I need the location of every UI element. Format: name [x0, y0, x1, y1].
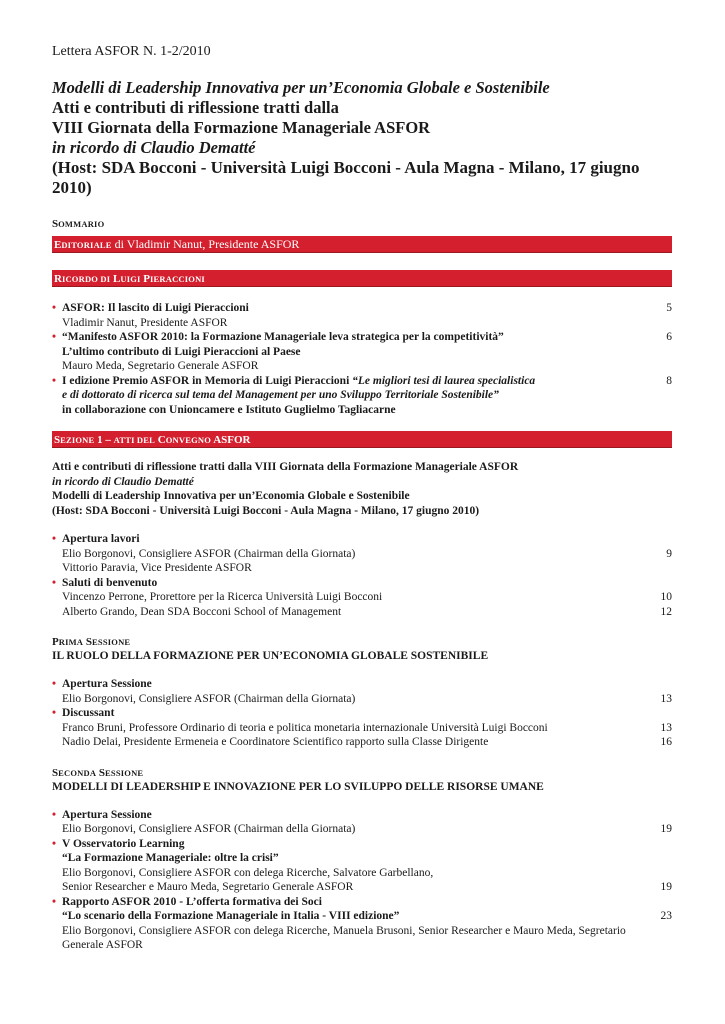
sezione-1-bar: SEZIONE 1 – ATTI DEL CONVEGNO ASFOR [52, 431, 672, 448]
bullet-icon: • [52, 707, 57, 719]
bullet-icon: • [52, 837, 57, 850]
session-label: SECONDA SESSIONE [52, 766, 144, 779]
list-item: • Rapporto ASFOR 2010 - L’offerta formativa dei Soci “Lo scenario della Formazione Manageriale in Italia - VIII edizione” 23 Elio Borgonovi, Consigliere ASFOR con delega Ricerche, Manuela Brusoni, Senior Researcher e Mauro Meda, Segretario Generale ASFOR [52, 895, 672, 951]
sezione-1-heading: Atti e contributi di riflessione tratti dalla VIII Giornata della Formazione Manageriale ASFOR in ricordo di Claudio Dematté Modelli di Leadership Innovativa per un’Economia Globale e Sostenibile (Host: SDA Bocconi - Università Luigi Bocconi - Aula Magna - Milano, 17 giugno 2010) [52, 461, 519, 517]
bullet-icon: • [52, 678, 57, 690]
page-number: 8 [666, 374, 672, 387]
list-item: • V Osservatorio Learning “La Formazione Manageriale: oltre la crisi” Elio Borgonovi, Consigliere ASFOR con delega Ricerche, Salvatore Garbellano, Senior Researcher e Mauro Meda, Segretario Generale ASFOR 19 [52, 837, 672, 893]
editoriale-bar: EDITORIALE di Vladimir Nanut, Presidente ASFOR [52, 236, 672, 253]
list-item: • I edizione Premio ASFOR in Memoria di Luigi Pieraccioni “Le migliori tesi di laurea specialistica e di dottorato di ricerca sul tema del Management per uno Sviluppo Territoriale Sostenibile” in collaborazione con Unioncamere e Istituto Guglielmo Tagliacarne 8 [52, 374, 672, 416]
list-item: • “Manifesto ASFOR 2010: la Formazione Manageriale leva strategica per la competitività” L’ultimo contributo di Luigi Pieraccioni al Paese Mauro Meda, Segretario Generale ASFOR 6 [52, 331, 672, 372]
title-line-5: (Host: SDA Bocconi - Università Luigi Bocconi - Aula Magna - Milano, 17 giugno 2010) [52, 158, 640, 197]
session-label: PRIMA SESSIONE [52, 636, 131, 648]
title-line-4: in ricordo di Claudio Dematté [52, 138, 256, 157]
title-line-3: VIII Giornata della Formazione Manageriale ASFOR [52, 118, 431, 137]
page-number: 13 [660, 692, 672, 705]
page-number: 19 [660, 823, 672, 835]
bullet-icon: • [52, 895, 57, 908]
title-line-1: Modelli di Leadership Innovativa per un’Economia Globale e Sostenibile [52, 78, 550, 97]
page-number: 19 [660, 881, 672, 893]
issue-line: Lettera ASFOR N. 1-2/2010 [52, 44, 211, 59]
list-item: • Discussant Franco Bruni, Professore Ordinario di teoria e politica monetaria internazionale Università Luigi Bocconi 13 Nadio Delai, Presidente Ermeneia e Coordinatore Scientifico rapporto sulla Classe Dirigente 16 [52, 707, 672, 748]
bullet-icon: • [52, 331, 57, 343]
page-number: 10 [660, 591, 672, 603]
bullet-icon: • [52, 533, 57, 545]
bullet-icon: • [52, 808, 57, 821]
main-title-block [52, 78, 672, 198]
page-number: 23 [660, 910, 672, 922]
session-title: MODELLI DI LEADERSHIP E INNOVAZIONE PER LO SVILUPPO DELLE RISORSE UMANE [52, 780, 544, 793]
page-number: 13 [660, 721, 672, 734]
ricordo-bar: RICORDO DI LUIGI PIERACCIONI [52, 270, 672, 287]
title-line-2: Atti e contributi di riflessione tratti dalla [52, 98, 339, 117]
page-number: 9 [666, 547, 672, 560]
prima-list [52, 677, 672, 750]
page-number: 6 [666, 331, 672, 343]
page-number: 5 [666, 302, 672, 314]
seconda-list [52, 808, 672, 953]
prima-sessione [52, 635, 672, 663]
bullet-icon: • [52, 374, 57, 387]
list-item: • ASFOR: Il lascito di Luigi Pieraccioni Vladimir Nanut, Presidente ASFOR 5 [52, 302, 672, 329]
list-item: • Apertura Sessione Elio Borgonovi, Consigliere ASFOR (Chairman della Giornata) 13 [52, 678, 672, 705]
list-item: • Saluti di benvenuto Vincenzo Perrone, Prorettore per la Ricerca Università Luigi Bocconi 10 Alberto Grando, Dean SDA Bocconi School of Management 12 [52, 576, 672, 618]
session-title: IL RUOLO DELLA FORMAZIONE PER UN’ECONOMIA GLOBALE SOSTENIBILE [52, 650, 489, 662]
list-item: • Apertura Sessione Elio Borgonovi, Consigliere ASFOR (Chairman della Giornata) 19 [52, 808, 672, 835]
bullet-icon: • [52, 576, 57, 589]
bullet-icon: • [52, 302, 57, 314]
sommario-heading: SOMMARIO [52, 218, 105, 230]
ricordo-list [52, 301, 672, 417]
seconda-sessione [52, 766, 672, 794]
page-number: 12 [660, 605, 672, 618]
page-number: 16 [660, 736, 672, 748]
sezione-1-list [52, 532, 672, 619]
document-page [52, 44, 672, 953]
list-item: • Apertura lavori Elio Borgonovi, Consigliere ASFOR (Chairman della Giornata) 9 Vittorio Paravia, Vice Presidente ASFOR [52, 533, 672, 574]
